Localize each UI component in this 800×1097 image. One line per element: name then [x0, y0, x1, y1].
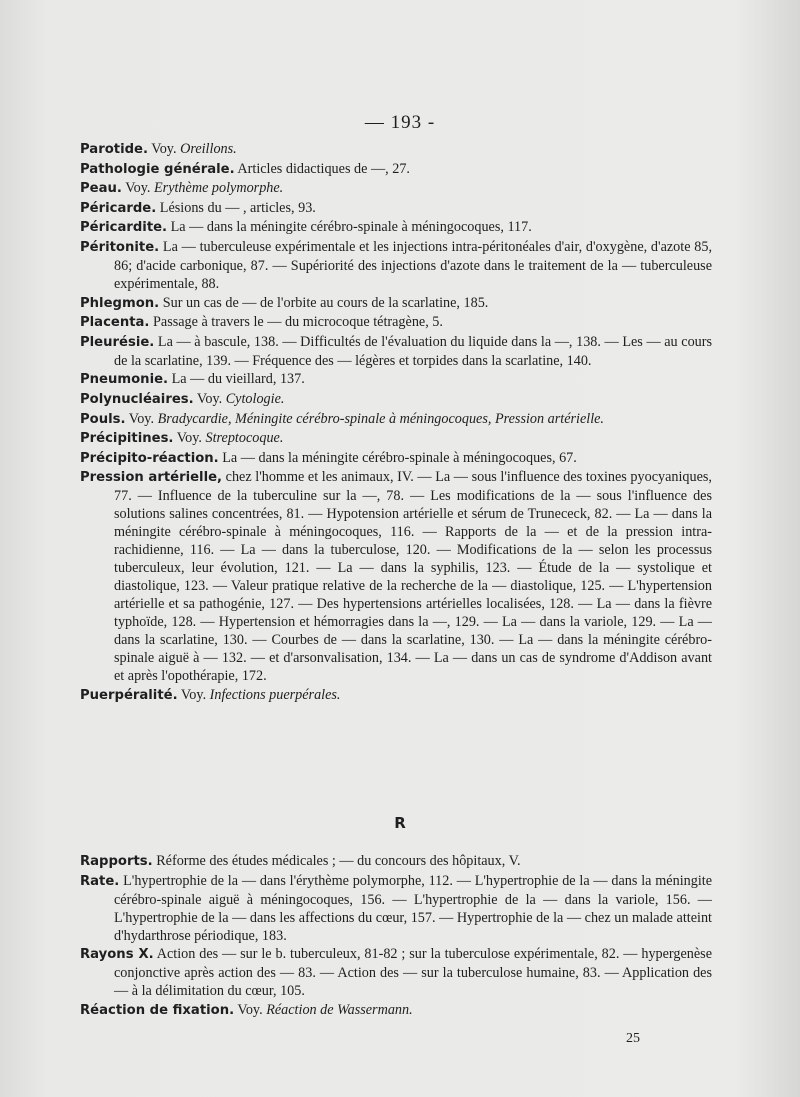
- index-cross-reference: Réaction de Wassermann.: [266, 1001, 413, 1018]
- index-term: Pression artérielle,: [80, 470, 223, 486]
- index-cross-reference: Oreillons.: [180, 141, 237, 157]
- signature-mark: 25: [626, 1031, 640, 1046]
- index-cross-reference: Streptocoque.: [205, 430, 284, 447]
- index-text: Voy.: [121, 180, 154, 197]
- index-entry: [80, 294, 712, 313]
- index-section-r: [80, 852, 712, 1020]
- index-text: Sur un cas de — de l'orbite au cours de la scarlatine, 185.: [159, 294, 489, 311]
- index-text: Voy.: [177, 686, 210, 703]
- index-text: Voy.: [125, 410, 158, 427]
- index-text: La — à bascule, 138. — Difficultés de l'évaluation du liquide dans la —, 138. — Les — au cours de la scarlatine, 139. — Fréquence des — légères et torpides dans la scarlatine, 140.: [114, 333, 712, 369]
- index-cross-reference: Cytologie.: [225, 390, 285, 407]
- section-heading-r: R: [394, 814, 406, 832]
- index-entry: [80, 429, 712, 448]
- index-entry: [80, 160, 712, 179]
- index-entry: [80, 390, 712, 409]
- index-term: Rate.: [80, 873, 120, 889]
- index-section-p: [80, 140, 712, 706]
- index-text: Réforme des études médicales ; — du concours des hôpitaux, V.: [152, 853, 521, 869]
- index-term: Réaction de fixation.: [80, 1002, 235, 1018]
- index-term: Pneumonie.: [80, 372, 169, 388]
- index-entry: [80, 945, 712, 1000]
- index-entry: [80, 410, 712, 429]
- index-entry: [80, 686, 712, 705]
- index-entry: [80, 449, 712, 468]
- index-entry: [80, 370, 712, 389]
- index-text: Voy.: [148, 141, 181, 157]
- index-term: Peau.: [80, 181, 122, 197]
- index-text: Passage à travers le — du microcoque tétragène, 5.: [149, 314, 443, 331]
- index-entry: [80, 140, 712, 159]
- index-entry: [80, 872, 712, 945]
- index-text: Action des — sur le b. tuberculeux, 81-82 ; sur la tuberculose expérimentale, 82. — hypergenèse conjonctive après action des — 83. — Action des — sur la tuberculose humaine, 83. — Application des — à la délimitation du cœur, 105.: [114, 946, 712, 1000]
- index-text: Voy.: [193, 390, 226, 407]
- index-cross-reference: Bradycardie, Méningite cérébro-spinale à méningocoques, Pression artérielle.: [157, 410, 604, 427]
- index-entry: [80, 333, 712, 370]
- index-text: La — dans la méningite cérébro-spinale à méningocoques, 117.: [167, 219, 532, 236]
- index-text: Voy.: [234, 1001, 267, 1018]
- index-term: Rapports.: [80, 854, 153, 869]
- index-text: Lésions du — , articles, 93.: [156, 199, 316, 216]
- index-entry: [80, 468, 712, 685]
- index-term: Péritonite.: [80, 239, 160, 255]
- index-term: Phlegmon.: [80, 295, 160, 311]
- index-entry: [80, 1001, 712, 1020]
- index-text: La — tuberculeuse expérimentale et les injections intra-péritonéales d'air, d'oxygène, d'azote 85, 86; d'acide carbonique, 87. — Supériorité des injections d'azote dans le traitement de la — tuberculeuse expérimentale, 88.: [114, 238, 712, 292]
- index-term: Polynucléaires.: [80, 391, 194, 407]
- index-cross-reference: Infections puerpérales.: [209, 686, 341, 703]
- index-text: Articles didactiques de —, 27.: [234, 160, 410, 177]
- index-entry: [80, 218, 712, 237]
- index-term: Pouls.: [80, 411, 126, 427]
- index-term: Puerpéralité.: [80, 687, 178, 703]
- index-text: chez l'homme et les animaux, IV. — La — sous l'influence des toxines pyocyaniques, 77. — Influence de la tuberculine sur la —, 78. — Les modifications de la — sous l'influence des solutions salines concentrées, 81. — Hypotension artérielle et sérum de Trunececk, 82. — La — dans la méningite cérébro-spinale à méningocoques, 116. — Rapports de la — et de la pression intra-rachidienne, 116. — La — dans la tuberculose, 120. — Modifications de la — selon les processus tuberculeux, leur évolution, 121. — La — dans la syphilis, 123. — Étude de la — systolique et diastolique, 123. — Valeur pratique relative de la recherche de la — diastolique, 125. — L'hypertension artérielle et sa pathogénie, 127. — Des hypertensions artérielles localisées, 128. — La — dans la fièvre typhoïde, 128. — Hypertension et hémorragies dans la —, 129. — La — dans la variole, 129. — La — dans la scarlatine, 130. — Courbes de — dans la scarlatine, 130. — La — dans la méningite cérébro-spinale aiguë à — 132. — et d'arsonvalisation, 134. — La — dans un cas de syndrome d'Addison avant et après l'opothérapie, 172.: [114, 469, 712, 685]
- index-entry: [80, 852, 712, 871]
- index-entry: [80, 238, 712, 293]
- index-term: Précipitines.: [80, 431, 174, 447]
- index-term: Péricarde.: [80, 200, 157, 216]
- index-term: Pleurésie.: [80, 334, 155, 350]
- index-cross-reference: Erythème polymorphe.: [154, 180, 284, 197]
- index-entry: [80, 313, 712, 332]
- index-term: Rayons X.: [80, 947, 154, 963]
- index-text: Voy.: [173, 430, 206, 447]
- index-entry: [80, 179, 712, 198]
- index-term: Péricardite.: [80, 220, 168, 236]
- index-text: L'hypertrophie de la — dans l'érythème polymorphe, 112. — L'hypertrophie de la — dans la méningite cérébro-spinale aiguë à méningocoques, 156. — L'hypertrophie de la — dans la variole, 156. — L'hypertrophie de la — dans les affections du cœur, 157. — Hypertrophie de la — chez un malade atteint d'hydarthrose périodique, 183.: [114, 872, 712, 944]
- index-term: Placenta.: [80, 315, 150, 331]
- index-text: La — dans la méningite cérébro-spinale à méningocoques, 67.: [218, 449, 577, 466]
- index-term: Parotide.: [80, 142, 148, 157]
- index-term: Précipito-réaction.: [80, 450, 219, 466]
- index-text: La — du vieillard, 137.: [168, 371, 305, 388]
- index-term: Pathologie générale.: [80, 161, 235, 177]
- index-entry: [80, 199, 712, 218]
- page-number: — 193 -: [364, 112, 436, 133]
